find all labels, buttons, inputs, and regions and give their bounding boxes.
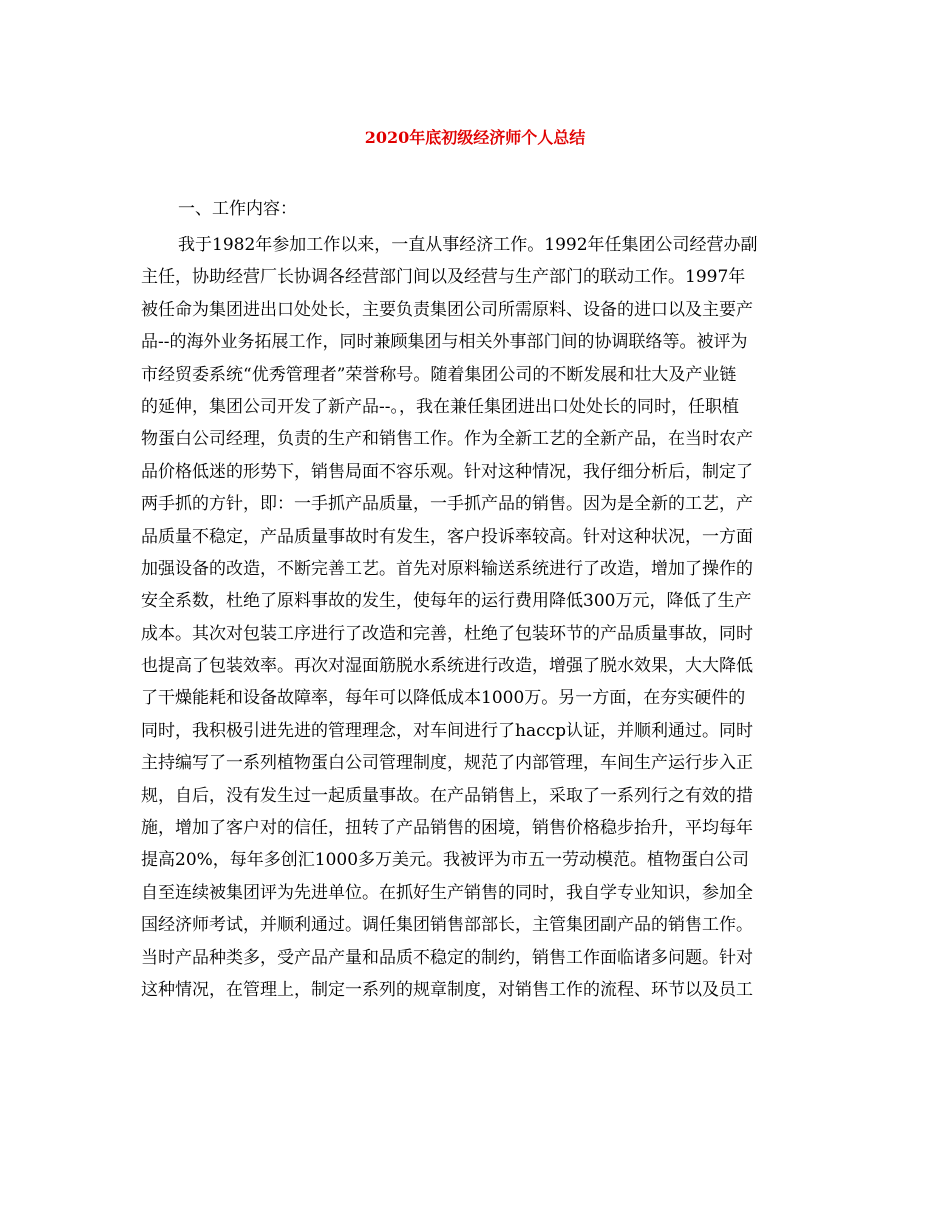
section-heading: 一、工作内容： (178, 199, 297, 219)
text-line: 也提高了包装效率。再次对湿面筋脱水系统进行改造，增强了脱水效果，大大降低 (141, 656, 753, 677)
text-line: 两手抓的方针，即：一手抓产品质量，一手抓产品的销售。因为是全新的工艺，产 (141, 494, 753, 515)
text-line: 这种情况，在管理上，制定一系列的规章制度，对销售工作的流程、环节以及员工 (141, 979, 753, 1000)
text-line: 安全系数，杜绝了原料事故的发生，使每年的运行费用降低300万元，降低了生产 (141, 591, 752, 612)
text-line: 的延伸，集团公司开发了新产品--。，我在兼任集团进出口处处长的同时，任职植 (141, 396, 739, 417)
text-line: 加强设备的改造，不断完善工艺。首先对原料输送系统进行了改造，增加了操作的 (141, 558, 753, 579)
text-line: 规，自后，没有发生过一起质量事故。在产品销售上，采取了一系列行之有效的措 (141, 785, 753, 806)
text-line: 品价格低迷的形势下，销售局面不容乐观。针对这种情况，我仔细分析后，制定了 (141, 461, 753, 482)
text-line: 品质量不稳定，产品质量事故时有发生，客户投诉率较高。针对这种状况，一方面 (141, 526, 753, 547)
text-line: 施，增加了客户对的信任，扭转了产品销售的困境，销售价格稳步抬升，平均每年 (141, 818, 753, 839)
text-line: 物蛋白公司经理，负责的生产和销售工作。作为全新工艺的全新产品，在当时农产 (141, 429, 753, 450)
text-line: 国经济师考试，并顺利通过。调任集团销售部部长，主管集团副产品的销售工作。 (141, 915, 753, 936)
text-line: 提高20%，每年多创汇1000多万美元。我被评为市五一劳动模范。植物蛋白公司 (141, 850, 750, 871)
text-line: 市经贸委系统“优秀管理者”荣誉称号。随着集团公司的不断发展和壮大及产业链 (141, 364, 737, 385)
text-line: 主任，协助经营厂长协调各经营部门间以及经营与生产部门的联动工作。1997年 (141, 267, 746, 288)
text-line: 自至连续被集团评为先进单位。在抓好生产销售的同时，我自学专业知识，参加全 (141, 882, 753, 903)
text-line: 成本。其次对包装工序进行了改造和完善，杜绝了包装环节的产品质量事故，同时 (141, 623, 753, 644)
text-line: 了干燥能耗和设备故障率，每年可以降低成本1000万。另一方面，在夯实硬件的 (141, 688, 746, 709)
text-line: 当时产品种类多，受产品产量和品质不稳定的制约，销售工作面临诸多问题。针对 (141, 947, 753, 968)
body-paragraph (141, 229, 821, 1006)
document-title: 2020年底初级经济师个人总结 (364, 128, 586, 147)
text-line: 同时，我积极引进先进的管理理念，对车间进行了haccp认证，并顺利通过。同时 (141, 720, 754, 741)
text-line: 我于1982年参加工作以来，一直从事经济工作。1992年任集团公司经营办副 (178, 235, 758, 255)
text-line: 被任命为集团进出口处处长，主要负责集团公司所需原料、设备的进口以及主要产 (141, 299, 753, 320)
text-line: 品--的海外业务拓展工作，同时兼顾集团与相关外事部门间的协调联络等。被评为 (141, 332, 748, 353)
text-line: 主持编写了一系列植物蛋白公司管理制度，规范了内部管理，车间生产运行步入正 (141, 753, 753, 774)
